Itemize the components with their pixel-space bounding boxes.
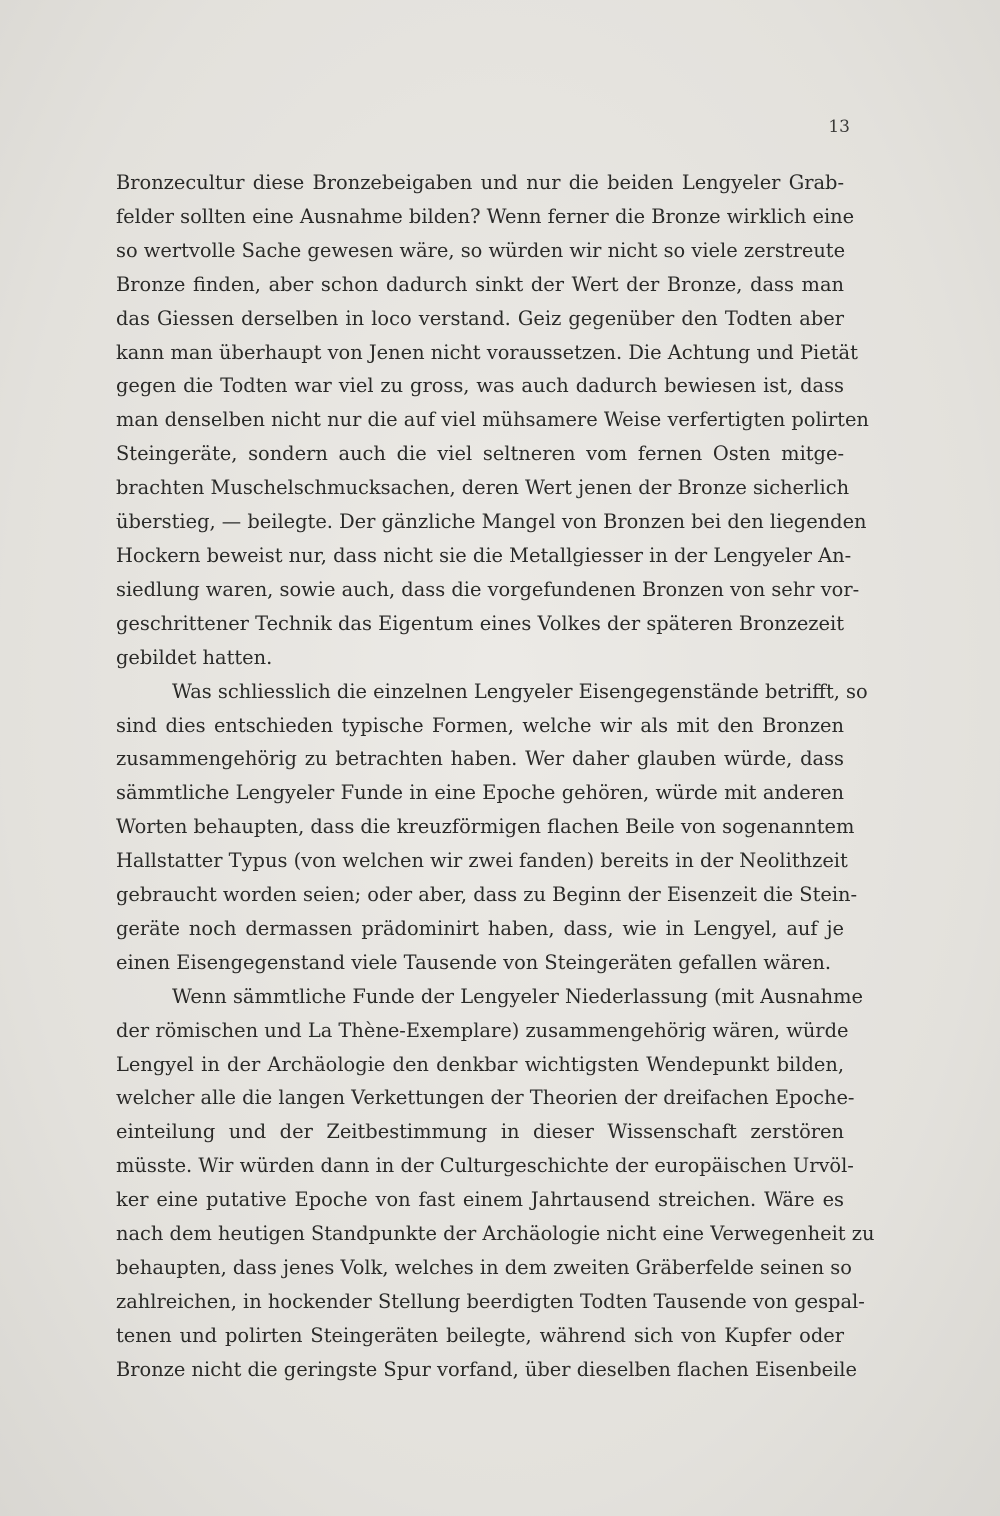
text-line: welcher alle die langen Verkettungen der Theorien der dreifachen Epoche- bbox=[116, 1086, 855, 1110]
text-line: ker eine putative Epoche von fast einem Jahrtausend streichen. Wäre es bbox=[116, 1188, 844, 1212]
text-line: gegen die Todten war viel zu gross, was auch dadurch bewiesen ist, dass bbox=[116, 374, 844, 398]
text-line: zahlreichen, in hockender Stellung beerdigten Todten Tausende von gespal- bbox=[116, 1289, 865, 1313]
text-line: Wenn sämmtliche Funde der Lengyeler Niederlassung (mit Ausnahme bbox=[172, 984, 863, 1008]
text-line: so wertvolle Sache gewesen wäre, so würden wir nicht so viele zerstreute bbox=[116, 238, 846, 262]
text-line: Steingeräte, sondern auch die viel seltneren vom fernen Osten mitge- bbox=[116, 442, 844, 466]
text-line: geschrittener Technik das Eigentum eines Volkes der späteren Bronzezeit bbox=[116, 611, 844, 635]
text-line: man denselben nicht nur die auf viel mühsamere Weise verfertigten polirten bbox=[116, 408, 869, 432]
text-line: kann man überhaupt von Jenen nicht voraussetzen. Die Achtung und Pietät bbox=[116, 340, 858, 364]
text-line: müsste. Wir würden dann in der Culturgeschichte der europäischen Urvöl- bbox=[116, 1154, 854, 1178]
text-line: nach dem heutigen Standpunkte der Archäologie nicht eine Verwegenheit zu bbox=[116, 1222, 875, 1246]
text-line: das Giessen derselben in loco verstand. Geiz gegenüber den Todten aber bbox=[116, 306, 844, 330]
text-line: zusammengehörig zu betrachten haben. Wer daher glauben würde, dass bbox=[116, 747, 844, 771]
text-line: sind dies entschieden typische Formen, welche wir als mit den Bronzen bbox=[116, 713, 844, 737]
text-line: gebraucht worden seien; oder aber, dass zu Beginn der Eisenzeit die Stein- bbox=[116, 883, 858, 907]
text-line: felder sollten eine Ausnahme bilden? Wenn ferner die Bronze wirklich eine bbox=[116, 204, 855, 228]
text-line: Lengyel in der Archäologie den denkbar wichtigsten Wendepunkt bilden, bbox=[116, 1052, 844, 1076]
paragraph bbox=[116, 166, 869, 675]
text-line: der römischen und La Thène-Exemplare) zusammengehörig wären, würde bbox=[116, 1018, 849, 1042]
text-line: siedlung waren, sowie auch, dass die vorgefundenen Bronzen von sehr vor- bbox=[116, 577, 860, 601]
text-line: Hockern beweist nur, dass nicht sie die Metallgiesser in der Lengyeler An- bbox=[116, 543, 852, 567]
text-line: überstieg, — beilegte. Der gänzliche Mangel von Bronzen bei den liegenden bbox=[116, 510, 867, 534]
text-line: einteilung und der Zeitbestimmung in dieser Wissenschaft zerstören bbox=[116, 1120, 844, 1144]
text-line: einen Eisengegenstand viele Tausende von Steingeräten gefallen wären. bbox=[116, 950, 831, 974]
body-text bbox=[116, 166, 875, 1387]
text-line: gebildet hatten. bbox=[116, 645, 273, 669]
text-line: behaupten, dass jenes Volk, welches in dem zweiten Gräberfelde seinen so bbox=[116, 1256, 852, 1279]
text-line: Was schliesslich die einzelnen Lengyeler Eisengegenstände betrifft, so bbox=[172, 679, 868, 703]
text-line: Hallstatter Typus (von welchen wir zwei fanden) bereits in der Neolithzeit bbox=[116, 849, 848, 873]
text-line: Worten behaupten, dass die kreuzförmigen flachen Beile von sogenanntem bbox=[116, 815, 855, 839]
text-line: brachten Muschelschmucksachen, deren Wert jenen der Bronze sicherlich bbox=[116, 476, 850, 500]
text-line: geräte noch dermassen prädominirt haben, dass, wie in Lengyel, auf je bbox=[116, 916, 844, 940]
page-number: 13 bbox=[828, 117, 850, 137]
text-line: sämmtliche Lengyeler Funde in eine Epoche gehören, würde mit anderen bbox=[116, 781, 844, 805]
text-line: Bronze nicht die geringste Spur vorfand, über dieselben flachen Eisenbeile bbox=[116, 1357, 857, 1381]
paragraph bbox=[116, 675, 868, 980]
text-line: Bronzecultur diese Bronzebeigaben und nur die beiden Lengyeler Grab- bbox=[116, 171, 844, 194]
text-line: tenen und polirten Steingeräten beilegte, während sich von Kupfer oder bbox=[116, 1323, 844, 1347]
paragraph bbox=[116, 980, 875, 1387]
text-line: Bronze finden, aber schon dadurch sinkt der Wert der Bronze, dass man bbox=[116, 272, 844, 296]
